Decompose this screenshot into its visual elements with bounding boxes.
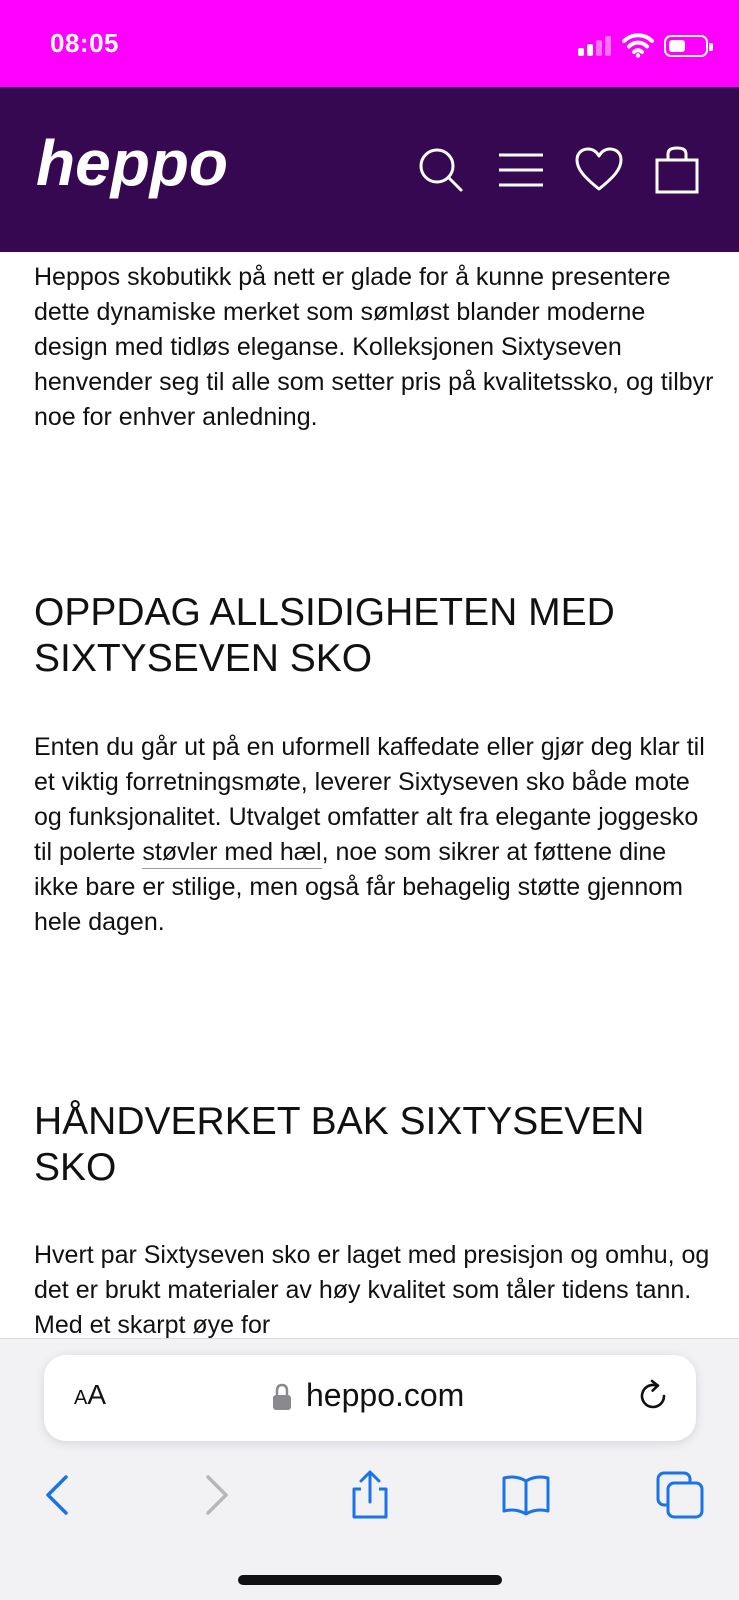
paragraph-text: Enten du går ut på en uformell kaffedate eller gjør deg klar til et viktig forretningsmøte, leverer Sixtyseven sko både mote og funksjonalitet. Utvalget omfatter alt fra elegante joggesko til polerte (34, 733, 705, 866)
browser-toolbar (0, 1338, 739, 1600)
reload-icon[interactable] (634, 1377, 672, 1415)
bookmarks-icon[interactable] (500, 1469, 552, 1521)
search-icon[interactable] (416, 145, 466, 195)
back-icon[interactable] (32, 1469, 84, 1521)
article-paragraph (34, 730, 714, 940)
battery-icon (664, 35, 708, 57)
cart-icon[interactable] (652, 145, 702, 195)
status-time: 08:05 (50, 28, 119, 58)
site-header (0, 87, 739, 252)
status-bar (0, 0, 739, 87)
boots-with-heel-link[interactable]: støvler med hæl (142, 838, 321, 869)
article-paragraph: Hvert par Sixtyseven sko er laget med presisjon og omhu, og det er brukt materialer av høy kvalitet som tåler tidens tann. Med et skarpt øye for (34, 1241, 710, 1338)
forward-icon[interactable] (190, 1469, 242, 1521)
url-text[interactable]: heppo.com (306, 1377, 465, 1413)
text-size-button[interactable]: AA (74, 1379, 107, 1410)
menu-icon[interactable] (496, 145, 546, 195)
article-content (34, 252, 714, 1338)
article-paragraph: Heppos skobutikk på nett er glade for å kunne presentere dette dynamiske merket som sømløst blander moderne design med tidløs eleganse. Kolleksjonen Sixtyseven henvender seg til alle som setter pris på kvalitetssko, og tilbyr noe for enhver anledning. (34, 263, 714, 431)
home-indicator (238, 1575, 502, 1585)
cellular-signal-icon (578, 36, 614, 56)
heart-icon[interactable] (574, 145, 624, 195)
lock-icon (272, 1383, 292, 1411)
heppo-logo[interactable] (36, 127, 236, 207)
wifi-icon (622, 32, 654, 58)
address-bar[interactable] (44, 1355, 696, 1441)
logo-text: heppo (36, 127, 228, 199)
share-icon[interactable] (344, 1469, 396, 1521)
paragraph-text: , noe som sikrer at føttene dine ikke bare er stilige, men også får behagelig støtte gjennom hele dagen. (34, 838, 683, 936)
section-heading: OPPDAG ALLSIDIGHETEN MED SIXTYSEVEN SKO (34, 591, 615, 680)
section-heading: HÅNDVERKET BAK SIXTYSEVEN SKO (34, 1100, 645, 1189)
tabs-icon[interactable] (654, 1469, 706, 1521)
